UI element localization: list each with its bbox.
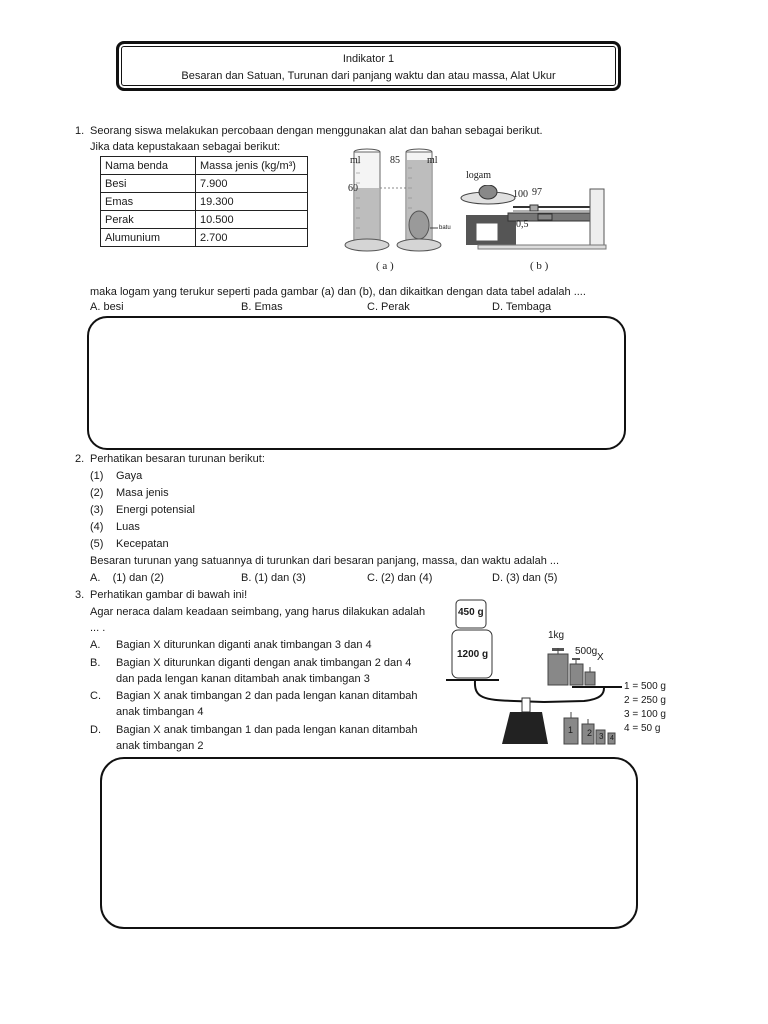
q1-question: maka logam yang terukur seperti pada gambar (a) dan (b), dan dikaitkan dengan data tabel adalah .... xyxy=(90,286,586,298)
left-weight-450: 450 g xyxy=(458,607,484,618)
q3-option-b-text-cont[interactable]: dan pada lengan kanan ditambah anak timbangan 3 xyxy=(116,673,370,685)
q1-option-b[interactable]: B. Emas xyxy=(241,301,283,313)
table-cell: 2.700 xyxy=(196,229,308,247)
left-weight-1200: 1200 g xyxy=(457,649,489,660)
right-weight-500g: 500g xyxy=(575,646,598,657)
q3-option-d-text[interactable]: Bagian X anak timbangan 1 dan pada lengan kanan ditambah xyxy=(116,724,418,736)
fig-a-caption: ( a ) xyxy=(376,260,394,272)
table-cell: 10.500 xyxy=(196,211,308,229)
x-label: X xyxy=(597,652,604,663)
table-row xyxy=(101,175,308,193)
q1-option-c[interactable]: C. Perak xyxy=(367,301,410,313)
weight-legend-1: 1 = 500 g xyxy=(624,681,666,692)
table-cell: 19.300 xyxy=(196,193,308,211)
indicator-title: Indikator 1 xyxy=(342,53,395,65)
weight-legend-3: 3 = 100 g xyxy=(624,709,666,720)
table-header: Nama benda xyxy=(101,157,196,175)
q3-option-d-letter[interactable]: D. xyxy=(90,724,101,736)
q3-option-b-text[interactable]: Bagian X diturunkan diganti dengan anak timbangan 2 dan 4 xyxy=(116,657,412,669)
table-row xyxy=(101,211,308,229)
q3-option-b-letter[interactable]: B. xyxy=(90,657,101,669)
q2-option-b[interactable]: B. (1) dan (3) xyxy=(241,572,306,584)
q3-question-line1: Agar neraca dalam keadaan seimbang, yang harus dilakukan adalah xyxy=(90,606,426,618)
q2-item-label: Energi potensial xyxy=(116,504,195,516)
q2-item-label: Gaya xyxy=(116,470,143,482)
q3-intro: Perhatikan gambar di bawah ini! xyxy=(90,589,248,601)
q3-option-d-text-cont[interactable]: anak timbangan 2 xyxy=(116,740,204,752)
fig-a-reading-left: 60 xyxy=(348,183,358,194)
q2-item-label: Luas xyxy=(116,521,140,533)
weight-number: 1 xyxy=(568,725,574,735)
table-cell: Emas xyxy=(101,193,196,211)
fig-a-reading-right: 85 xyxy=(390,155,400,166)
fig-b-object-label: logam xyxy=(466,170,491,181)
q3-option-a-text[interactable]: Bagian X diturunkan diganti anak timbangan 3 dan 4 xyxy=(116,639,372,651)
q1-number: 1. xyxy=(75,125,85,137)
q2-option-c[interactable]: C. (2) dan (4) xyxy=(367,572,433,584)
q2-number: 2. xyxy=(75,453,85,465)
table-header-row xyxy=(101,157,308,175)
fig-a-object-label: batu xyxy=(439,225,451,231)
table-cell: 7.900 xyxy=(196,175,308,193)
q1-answer-box[interactable] xyxy=(87,316,626,450)
fig-b-reading-05: 0,5 xyxy=(516,219,529,230)
density-table xyxy=(100,156,308,247)
weight-number: 2 xyxy=(587,728,593,738)
q2-item-num: (1) xyxy=(90,470,104,482)
q3-answer-box[interactable] xyxy=(100,757,638,929)
table-row xyxy=(101,229,308,247)
q2-item-label: Masa jenis xyxy=(116,487,169,499)
q2-item-num: (2) xyxy=(90,487,104,499)
q3-question-line2: ... . xyxy=(90,622,106,634)
right-weight-1kg: 1kg xyxy=(548,630,565,641)
q3-option-c-text[interactable]: Bagian X anak timbangan 2 dan pada lengan kanan ditambah xyxy=(116,690,418,702)
table-header: Massa jenis (kg/m³) xyxy=(196,157,308,175)
q2-item-label: Kecepatan xyxy=(116,538,169,550)
q2-item-num: (3) xyxy=(90,504,104,516)
q1-option-a[interactable]: A. besi xyxy=(90,301,124,313)
q3-option-a-letter[interactable]: A. xyxy=(90,639,101,651)
q2-option-a[interactable]: A. (1) dan (2) xyxy=(90,572,164,584)
table-cell: Perak xyxy=(101,211,196,229)
q1-line1: Seorang siswa melakukan percobaan dengan menggunakan alat dan bahan sebagai berikut. xyxy=(90,125,543,137)
q3-option-c-letter[interactable]: C. xyxy=(90,690,101,702)
q2-question: Besaran turunan yang satuannya di turunkan dari besaran panjang, massa, dan waktu adalah ... xyxy=(90,555,560,567)
weight-legend-4: 4 = 50 g xyxy=(624,723,661,734)
weight-number: 3 xyxy=(599,732,604,741)
table-cell: Alumunium xyxy=(101,229,196,247)
table-row xyxy=(101,193,308,211)
q3-option-c-text-cont[interactable]: anak timbangan 4 xyxy=(116,706,204,718)
q2-option-d[interactable]: D. (3) dan (5) xyxy=(492,572,558,584)
q3-number: 3. xyxy=(75,589,85,601)
indicator-subtitle: Besaran dan Satuan, Turunan dari panjang waktu dan atau massa, Alat Ukur xyxy=(181,70,556,82)
fig-b-caption: ( b ) xyxy=(530,260,549,272)
table-cell: Besi xyxy=(101,175,196,193)
q2-item-num: (5) xyxy=(90,538,104,550)
weight-legend-2: 2 = 250 g xyxy=(624,695,666,706)
q1-line2: Jika data kepustakaan sebagai berikut: xyxy=(90,141,281,153)
q2-item-num: (4) xyxy=(90,521,104,533)
fig-a-unit-left: ml xyxy=(350,155,361,166)
q1-option-d[interactable]: D. Tembaga xyxy=(492,301,552,313)
indicator-header xyxy=(116,41,621,91)
weight-number: 4 xyxy=(610,735,614,742)
q2-intro: Perhatikan besaran turunan berikut: xyxy=(90,453,265,465)
fig-b-reading-97: 97 xyxy=(532,187,542,198)
fig-b-reading-100: 100 xyxy=(513,189,528,200)
fig-a-unit-right: ml xyxy=(427,155,438,166)
